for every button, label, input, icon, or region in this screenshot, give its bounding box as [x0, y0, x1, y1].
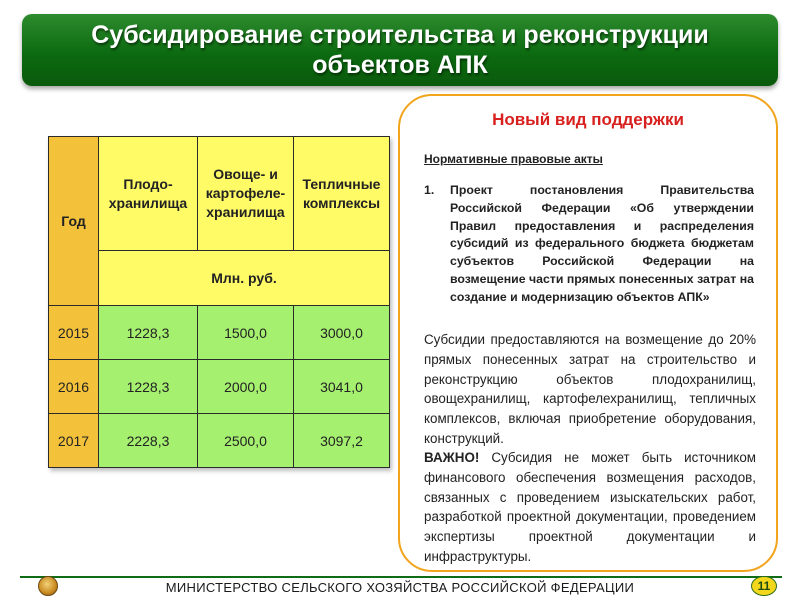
cell-vegetable: 2000,0 [198, 360, 294, 414]
important-note [424, 448, 756, 567]
cell-greenhouse: 3000,0 [294, 306, 390, 360]
legal-act-number: 1. [424, 183, 435, 197]
header-fruit-storage-l1: Плодо- [123, 175, 173, 192]
support-panel [398, 94, 778, 572]
cell-year: 2015 [49, 306, 99, 360]
slide-title-line1: Субсидирование строительства и реконструкции [91, 21, 709, 49]
footer-divider [20, 576, 782, 578]
cell-fruit: 1228,3 [99, 306, 198, 360]
cell-year: 2016 [49, 360, 99, 414]
table-row [49, 360, 390, 414]
subsidy-description: Субсидии предоставляются на возмещение до 20% прямых понесенных затрат на строительство и реконструкцию объектов плодохранилищ, овощехранилищ, картофелехранилищ, тепличных комплексов, включая приобретение оборудования, конструкций. [424, 332, 756, 446]
legal-act-text: Проект постановления Правительства Российской Федерации «Об утверждении Правил предоставления и распределения субсидий из федерального бюджета бюджетам субъектов Российской Федерации на возмещение части прямых понесенных затрат на создание и модернизацию объектов АПК» [450, 183, 754, 304]
table-row [49, 306, 390, 360]
cell-year: 2017 [49, 414, 99, 468]
important-label: ВАЖНО! [424, 450, 480, 465]
cell-vegetable: 2500,0 [198, 414, 294, 468]
table-unit-row [49, 251, 390, 306]
cell-greenhouse: 3041,0 [294, 360, 390, 414]
subsidy-table [48, 136, 390, 468]
table-row [49, 414, 390, 468]
slide-title-line2: объектов АПК [312, 51, 488, 79]
header-vegetable-storage: Овоще- и картофеле-хранилища [198, 137, 294, 251]
table-header-row [49, 137, 390, 251]
panel-title: Новый вид поддержки [492, 110, 684, 129]
header-unit: Млн. руб. [99, 251, 390, 306]
cell-greenhouse: 3097,2 [294, 414, 390, 468]
legal-acts-heading: Нормативные правовые акты [424, 152, 603, 166]
legal-act-item [424, 182, 754, 307]
cell-vegetable: 1500,0 [198, 306, 294, 360]
header-fruit-storage-l2: хранилища [108, 194, 188, 211]
header-greenhouse: Тепличные комплексы [294, 137, 390, 251]
footer-ministry: МИНИСТЕРСТВО СЕЛЬСКОГО ХОЗЯЙСТВА РОССИЙСКОЙ ФЕДЕРАЦИИ [165, 580, 635, 595]
cell-fruit: 1228,3 [99, 360, 198, 414]
important-text: Субсидия не может быть источником финансового обеспечения возмещения расходов, связанных с проведением изыскательских работ, разработкой проектной документации, проведением экспертизы проектной документации и инфраструктуры. [424, 450, 756, 564]
header-year: Год [49, 137, 99, 306]
header-fruit-storage [99, 137, 198, 251]
slide-title [22, 14, 778, 86]
page-number: 11 [751, 576, 777, 596]
cell-fruit: 2228,3 [99, 414, 198, 468]
